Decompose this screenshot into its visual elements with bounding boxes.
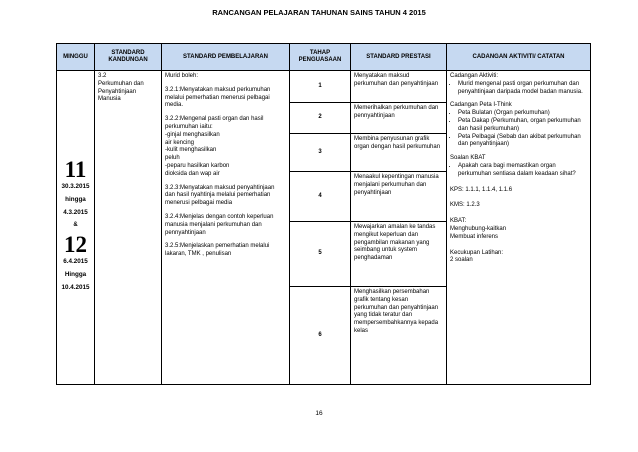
yearly-plan-table <box>56 43 591 385</box>
kbat-line: Membuat inferens <box>450 233 499 240</box>
kecukupan-value: 2 soalan <box>450 257 473 264</box>
standard-kandungan-text: 3.2 Perkumuhan dan Penyahtinjaan Manusia <box>98 73 144 103</box>
sp-intro: Murid boleh: <box>165 73 199 79</box>
week-number: 11 <box>64 156 87 182</box>
ithink-heading: Cadangan Peta I-Think <box>450 102 512 109</box>
page-number: 16 <box>315 410 323 417</box>
prestasi-cell: Membina penyusunan grafik organ dengan hasil perkumuhan <box>351 134 447 172</box>
prestasi-cell: Menaakul kepentingan manusia menjalani perkumuhan dan penyahtinjaan <box>351 172 447 222</box>
minggu-cell <box>57 71 95 385</box>
tahap-cell: 2 <box>290 103 351 134</box>
header-standard-prestasi: STANDARD PRESTASI <box>351 44 447 71</box>
standard-pembelajaran-cell <box>162 71 290 385</box>
kbat-label: KBAT: <box>450 218 467 225</box>
prestasi-cell: Memerihalkan perkumuhan dan pennyahtinjaan <box>351 103 447 134</box>
kps-text: KPS: 1.1.1, 1.1.4, 1.1.6 <box>450 186 513 193</box>
sp-item: 3.2.4:Menjelas dengan contoh keperluan manusia menjalani perkumuhan dan pennyahtinjaan <box>165 213 274 236</box>
tahap-cell: 5 <box>290 222 351 287</box>
header-standard-kandungan: STANDARD KANDUNGAN <box>95 44 162 71</box>
list-item: • Apakah cara bagi memastikan organ perkumuhan sentiasa dalam keadaan sihat? <box>458 163 587 179</box>
sp-item: 3.2.5:Menjelaskan pemerhatian melalui lakaran, TMK , penulisan <box>165 243 270 258</box>
week-date: 6.4.2015 <box>63 257 88 265</box>
prestasi-cell: Menyatakan maksud perkumuhan dan penyahtinjaan <box>351 71 447 103</box>
kecukupan-label: Kecukupan Latihan: <box>450 249 504 256</box>
header-tahap-penguasaan: TAHAP PENGUASAAN <box>290 44 351 71</box>
cadangan-cell <box>447 71 591 385</box>
list-item: • Peta Pelbagai (Sebab dan akibat perkumuhan dan penyahtinjaan) <box>458 134 587 150</box>
week-date: 30.3.2015 <box>61 182 90 190</box>
sp-item: 3.2.2:Mengenal pasti organ dan hasil perkumuhan iaitu: -ginjal menghasilkan air kencing -kulit menghasilkan peluh -peparu hasilkan karbon dioksida dan wap air <box>165 116 264 177</box>
table-header-row <box>57 44 591 71</box>
week-ampersand: & <box>73 222 78 229</box>
kbat-heading: Soalan KBAT <box>450 155 486 162</box>
week-number: 12 <box>64 231 87 257</box>
sp-item: 3.2.1:Menyatakan maksud perkumuhan melalui pemerhatian menerusi pelbagai media. <box>165 86 271 109</box>
list-item: • Murid mengenal pasti organ perkumuhan dan penyahtinjaan daripada model badan manusia. <box>458 81 587 97</box>
kms-text: KMS: 1.2.3 <box>450 202 480 209</box>
table-row <box>57 71 591 103</box>
list-item: • Peta Dakap (Perkumuhan, organ perkumuhan dan hasil perkumuhan) <box>458 118 587 134</box>
aktiviti-list <box>450 81 587 97</box>
header-minggu: MINGGU <box>57 44 95 71</box>
week-date: 4.3.2015 <box>63 208 88 216</box>
ithink-list <box>450 110 587 149</box>
aktiviti-heading: Cadangan Aktiviti: <box>450 73 499 79</box>
week-hingga: hingga <box>65 195 86 203</box>
tahap-cell: 4 <box>290 172 351 222</box>
header-standard-pembelajaran: STANDARD PEMBELAJARAN <box>162 44 290 71</box>
week-date: 10.4.2015 <box>61 284 90 292</box>
header-cadangan-aktiviti: CADANGAN AKTIVITI/ CATATAN <box>447 44 591 71</box>
list-item: • Peta Bulatan (Organ perkumuhan) <box>458 110 587 118</box>
page-title: RANCANGAN PELAJARAN TAHUNAN SAINS TAHUN 4 2015 <box>212 8 426 17</box>
prestasi-cell: Mewajarkan amalan ke tandas mengikut keperluan dan pengambilan makanan yang seimbang untuk system penghadaman <box>351 222 447 287</box>
tahap-cell: 1 <box>290 71 351 103</box>
prestasi-cell: Menghasilkan persembahan grafik tentang kesan perkumuhan dan penyahtinjaan yang tidak teratur dan mempersembahkannya kepada kelas <box>351 287 447 385</box>
tahap-cell: 6 <box>290 287 351 385</box>
sp-item: 3.2.3:Menyatakan maksud penyahtinjaan dan hasil nyahtinja melalui pemerhatian menerusi pelbagai media <box>165 184 275 207</box>
kbat-line: Menghubung-kaitkan <box>450 225 507 232</box>
kbat-list <box>450 163 587 179</box>
standard-kandungan-cell <box>95 71 162 385</box>
week-hingga: Hingga <box>64 271 87 279</box>
tahap-cell: 3 <box>290 134 351 172</box>
